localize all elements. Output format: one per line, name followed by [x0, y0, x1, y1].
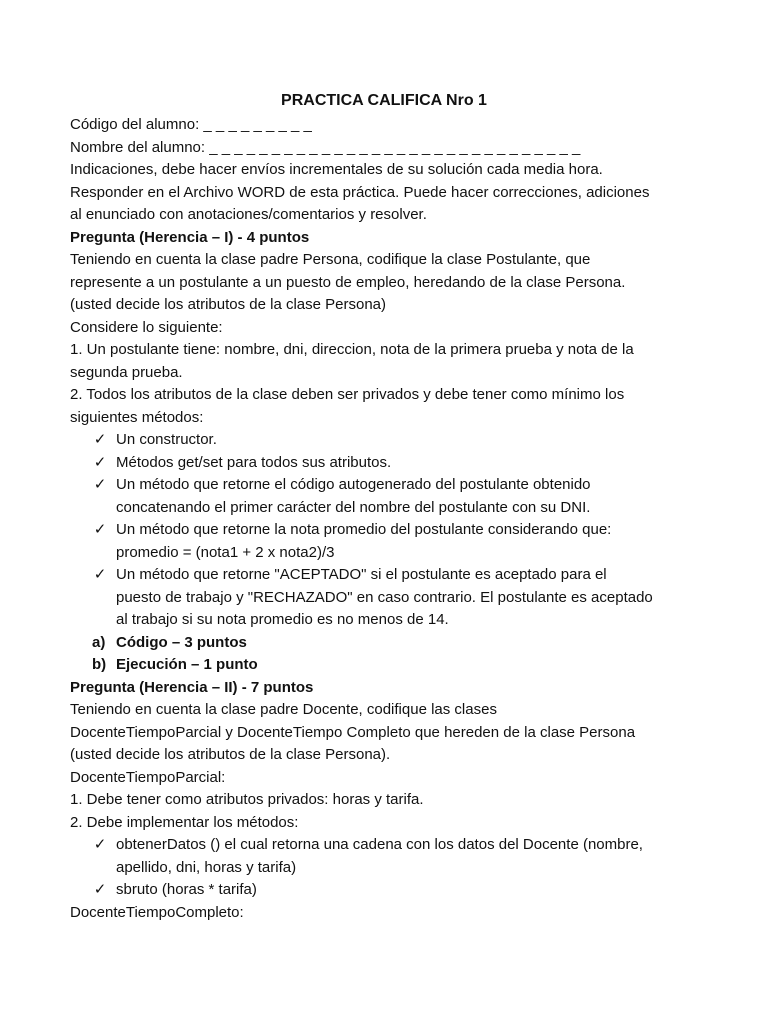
document-page — [70, 88, 710, 924]
checklist-item — [70, 879, 710, 902]
paragraph-line: siguientes métodos: — [70, 408, 204, 426]
paragraph-line: 2. Debe implementar los métodos: — [70, 813, 299, 831]
header-block — [70, 114, 710, 227]
checklist-text: Un constructor. — [116, 431, 217, 448]
grading-item — [70, 632, 710, 655]
checklist-item — [70, 429, 710, 452]
student-code-line: Código del alumno: _ _ _ _ _ _ _ _ _ — [70, 116, 312, 133]
paragraph-line: DocenteTiempoParcial y DocenteTiempo Completo que hereden de la clase Persona — [70, 723, 636, 741]
checklist-item — [70, 564, 710, 632]
paragraph-line: 2. Todos los atributos de la clase deben ser privados y debe tener como mínimo los — [70, 386, 625, 403]
checklist-item — [70, 834, 710, 879]
question-heading: Pregunta (Herencia – I) - 4 puntos — [70, 228, 310, 246]
checklist-text: Un método que retorne la nota promedio del postulante considerando que: — [116, 521, 612, 538]
checklist-text: promedio = (nota1 + 2 x nota2)/3 — [116, 543, 335, 561]
instructions-line: Responder en el Archivo WORD de esta práctica. Puede hacer correcciones, adiciones — [70, 183, 650, 201]
paragraph-line: (usted decide los atributos de la clase Persona). — [70, 746, 391, 763]
checklist-text: Un método que retorne el código autogenerado del postulante obtenido — [116, 476, 591, 493]
checklist-text: obtenerDatos () el cual retorna una cadena con los datos del Docente (nombre, — [116, 836, 643, 853]
checklist-text: apellido, dni, horas y tarifa) — [116, 858, 297, 876]
checklist-item — [70, 474, 710, 519]
student-name-line: Nombre del alumno: _ _ _ _ _ _ _ _ _ _ _ _ _ _ _ _ _ _ _ _ _ _ _ _ _ _ _ _ _ _ — [70, 138, 581, 156]
grading-text: Código – 3 puntos — [116, 633, 247, 651]
checkmark-icon: ✓ — [93, 431, 107, 448]
checkmark-icon: ✓ — [93, 566, 107, 583]
checkmark-icon: ✓ — [93, 476, 107, 493]
checkmark-icon: ✓ — [93, 881, 107, 898]
document-title: PRACTICA CALIFICA Nro 1 — [281, 92, 487, 109]
list-marker: a) — [92, 633, 106, 651]
instructions-line: al enunciado con anotaciones/comentarios y resolver. — [70, 206, 427, 223]
list-marker: b) — [92, 656, 107, 673]
instructions-line: Indicaciones, debe hacer envíos incrementales de su solución cada media hora. — [70, 161, 603, 178]
checklist-item — [70, 519, 710, 564]
paragraph-line: segunda prueba. — [70, 363, 183, 381]
question-heading: Pregunta (Herencia – II) - 7 puntos — [70, 678, 314, 696]
paragraph-line: Teniendo en cuenta la clase padre Persona, codifique la clase Postulante, que — [70, 251, 591, 268]
checklist-text: Métodos get/set para todos sus atributos. — [116, 453, 392, 471]
question-1 — [70, 227, 710, 677]
paragraph-line: 1. Debe tener como atributos privados: horas y tarifa. — [70, 791, 424, 808]
paragraph-line: (usted decide los atributos de la clase Persona) — [70, 296, 387, 313]
paragraph-line: DocenteTiempoCompleto: — [70, 903, 244, 921]
checkmark-icon: ✓ — [93, 521, 107, 538]
checklist-text: sbruto (horas * tarifa) — [116, 881, 257, 898]
paragraph-line: represente a un postulante a un puesto de empleo, heredando de la clase Persona. — [70, 273, 626, 291]
checkmark-icon: ✓ — [93, 453, 107, 471]
checklist-text: al trabajo si su nota promedio es no menos de 14. — [116, 611, 449, 628]
paragraph-line: Considere lo siguiente: — [70, 318, 223, 336]
checklist-text: puesto de trabajo y "RECHAZADO" en caso contrario. El postulante es aceptado — [116, 588, 653, 606]
paragraph-line: 1. Un postulante tiene: nombre, dni, direccion, nota de la primera prueba y nota de la — [70, 341, 634, 358]
paragraph-line: DocenteTiempoParcial: — [70, 768, 226, 786]
question-2 — [70, 677, 710, 925]
checkmark-icon: ✓ — [93, 836, 107, 853]
grading-text: Ejecución – 1 punto — [116, 656, 258, 673]
checklist-text: Un método que retorne "ACEPTADO" si el postulante es aceptado para el — [116, 566, 607, 583]
paragraph-line: Teniendo en cuenta la clase padre Docente, codifique las clases — [70, 701, 497, 718]
grading-item — [70, 654, 710, 677]
checklist-item — [70, 452, 710, 475]
checklist-text: concatenando el primer carácter del nombre del postulante con su DNI. — [116, 498, 591, 516]
